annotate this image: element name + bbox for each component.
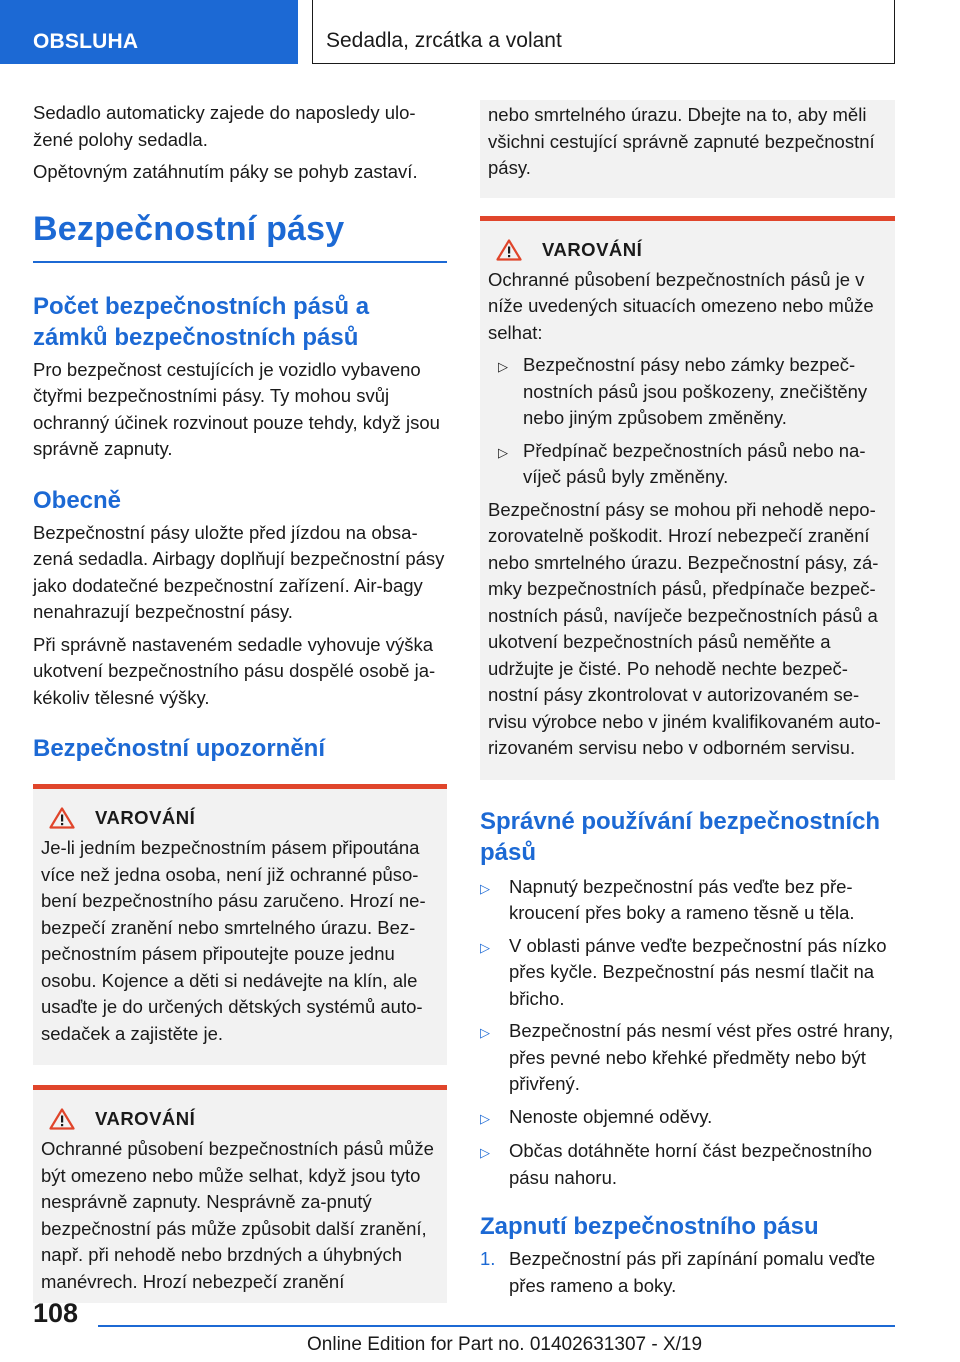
warning-label: VAROVÁNÍ [95,807,196,828]
triangle-bullet-icon: ▷ [480,880,490,896]
triangle-bullet-icon: ▷ [480,939,490,955]
warning-text: nebo smrtelného úrazu. Dbejte na to, aby měli všichni cestující správně zapnuté bezpečnostní pásy. [488,104,875,178]
section-text-general: Bezpečnostní pásy uložte před jízdou na obsa-zená sedadla. Airbagy doplňují bezpečnostní pásy jako dodatečné bezpečnostní zařízení. Air-bagy nenahrazují bezpečnostní pásy. [33,521,445,622]
right-column [480,100,895,1299]
warning-text: Bezpečnostní pásy se mohou při nehodě nepo-zorovatelně poškodit. Hrozí nebezpečí zranění nebo smrtelného úrazu. Bezpečnostní pásy, zá-mky bezpečnostních pásů, předpínače bezpeč-nostních pásů, navíječe bezpečnostních pásů a ukotvení bezpečnostních pásů neměňte a udržujte je čisté. Po nehodě nechte bezpeč-nostní pásy zkontrolovat v autorizovaném se-rvisu výrobce nebo v jiném kvalifikovaném auto-rizovaném servisu nebo v odborném servisu. [488,498,881,758]
warning-box [480,216,895,780]
triangle-bullet-icon: ▷ [498,359,508,374]
warning-triangle-icon [496,239,522,261]
section-heading-fasten: Zapnutí bezpečnostního pásu [480,1213,819,1240]
section-heading-general: Obecně [33,486,122,514]
step-number: 1. [480,1248,496,1269]
left-column [33,100,447,1303]
warning-text: Ochranné působení bezpečnostních pásů je v níže uvedených situacích omezeno nebo může selhat: [488,268,874,343]
list-item: ▷ Předpínač bezpečnostních pásů nebo na-víječ pásů byly změněny. [488,438,887,491]
section-tab: OBSLUHA [0,0,298,64]
footer-divider [98,1325,895,1327]
warning-text: Je-li jedním bezpečnostním pásem připoutána více než jedna osoba, není již ochranné půso-bení bezpečnostního pásu zaručeno. Hrozí ne-bezpečí zranění nebo smrtelného úrazu. Bez-pečnostním pásem připoutejte pouze jednu osobu. Kojence a děti si nedávejte na klín, ale usaďte je do určených dětských systémů auto-sedaček a zajistěte je. [41,837,426,1044]
warning-text: Ochranné působení bezpečnostních pásů může být omezeno nebo může selhat, když jsou tyto nesprávně zapnuty. Nesprávně za-pnutý bezpečnostní pás může způsobit další zranění, např. při nehodě nebo brzdných a úhybných manévrech. Hrozí nebezpečí zranění [41,1138,434,1292]
triangle-bullet-icon: ▷ [480,1145,490,1160]
usage-list [480,874,895,1192]
warning-triangle-icon [49,807,75,829]
warning-box [33,1085,447,1303]
intro-paragraph: Opětovným zatáhnutím páky se pohyb zastaví. [33,161,418,182]
triangle-bullet-icon: ▷ [480,1025,490,1040]
warning-header [488,239,887,261]
intro-paragraph: Sedadlo automaticky zajede do naposledy ulo-žené polohy sedadla. [33,102,416,150]
section-heading-count: Počet bezpečnostních pásů a zámků bezpečnostních pásů [33,292,370,351]
edition-note: Online Edition for Part no. 01402631307 - X/19 [307,1334,703,1355]
triangle-bullet-icon: ▷ [480,1110,490,1126]
triangle-bullet-icon: ▷ [498,444,508,460]
steps-list [480,1246,895,1299]
warning-label: VAROVÁNÍ [95,1108,196,1129]
page-header [0,0,960,66]
warning-list [488,352,887,491]
page-title: Bezpečnostní pásy [33,210,447,263]
section-heading-usage: Správné používání bezpečnostních pásů [480,807,881,866]
list-item: ▷ Občas dotáhněte horní část bezpečnostního pásu nahoru. [480,1138,895,1191]
list-item: 1. Bezpečnostní pás při zapínání pomalu veďte přes rameno a boky. [480,1246,895,1299]
warning-triangle-icon [49,1108,75,1130]
section-text-general: Při správně nastaveném sedadle vyhovuje výška ukotvení bezpečnostního pásu dospělé osobě ja-kékoliv tělesné výšky. [33,633,436,708]
warning-box-continued [480,100,895,198]
list-item: ▷ V oblasti pánve veďte bezpečnostní pás nízko přes kyčle. Bezpečnostní pás nesmí tlačit na břicho. [480,933,895,1013]
list-item: ▷ Bezpečnostní pásy nebo zámky bezpeč-nostních pásů jsou poškozeny, znečištěny nebo jiným způsobem změněny. [488,352,887,432]
list-item: ▷ Napnutý bezpečnostní pás veďte bez pře-kroucení přes boky a rameno těsně u těla. [480,874,895,927]
warning-header [41,807,439,829]
section-heading-safety: Bezpečnostní upozornění [33,735,326,762]
page-number: 108 [33,1298,79,1328]
warning-box [33,784,447,1065]
warning-header [41,1108,439,1130]
list-item: ▷ Nenoste objemné oděvy. [480,1104,895,1133]
chapter-title: Sedadla, zrcátka a volant [312,0,895,64]
list-item: ▷ Bezpečnostní pás nesmí vést přes ostré hrany, přes pevné nebo křehké předměty nebo být přivřený. [480,1018,895,1098]
section-text-count: Pro bezpečnost cestujících je vozidlo vybaveno čtyřmi bezpečnostními pásy. Ty mohou svůj ochranný účinek rozvinout pouze tehdy, když jsou správně zapnuty. [33,358,440,459]
warning-label: VAROVÁNÍ [542,238,643,260]
